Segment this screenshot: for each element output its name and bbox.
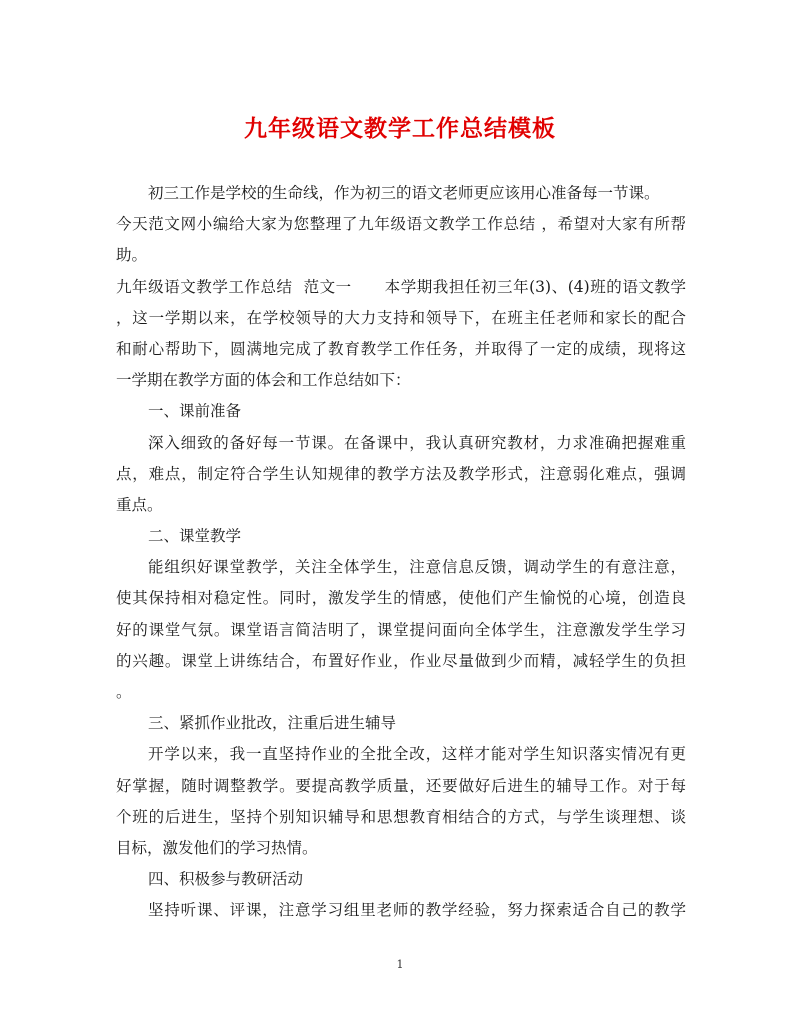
body-line: ，这一学期以来，在学校领导的大力支持和领导下，在班主任老师和家长的配合 bbox=[116, 308, 686, 327]
body-line: 初三工作是学校的生命线，作为初三的语文老师更应该用心准备每一节课。 bbox=[148, 184, 660, 202]
body-line: 好的课堂气氛。课堂语言简洁明了，课堂提问面向全体学生，注意激发学生学习 bbox=[116, 620, 686, 639]
document-title: 九年级语文教学工作总结模板 bbox=[244, 115, 556, 142]
body-line: 目标，激发他们的学习热情。 bbox=[116, 838, 318, 857]
body-line: 开学以来，我一直坚持作业的全批全改，这样才能对学生知识落实情况有更 bbox=[148, 745, 686, 764]
body-line: 点，难点，制定符合学生认知规律的教学方法及教学形式，注意弱化难点，强调 bbox=[116, 464, 686, 483]
body-line: 个班的后进生，坚持个别知识辅导和思想教育相结合的方式，与学生谈理想、谈 bbox=[116, 807, 686, 826]
body-line: 的兴趣。课堂上讲练结合，布置好作业，作业尽量做到少而精，减轻学生的负担 bbox=[116, 651, 686, 670]
body-line: 重点。 bbox=[116, 495, 163, 514]
body-line: 九年级语文教学工作总结 范文一 本学期我担任初三年(3)、(4)班的语文教学 bbox=[116, 277, 686, 296]
body-line: 好掌握，随时调整教学。要提高教学质量，还要做好后进生的辅导工作。对于每 bbox=[116, 776, 686, 795]
page-number: 1 bbox=[396, 958, 404, 971]
section-heading: 三、紧抓作业批改，注重后进生辅导 bbox=[148, 714, 397, 733]
body-line: 坚持听课、评课，注意学习组里老师的教学经验，努力探索适合自己的教学 bbox=[148, 901, 686, 920]
body-line: 和耐心帮助下，圆满地完成了教育教学工作任务，并取得了一定的成绩，现将这 bbox=[116, 339, 686, 358]
body-line: 助。 bbox=[116, 246, 148, 265]
body-line: 一学期在教学方面的体会和工作总结如下： bbox=[116, 371, 411, 390]
body-line: 使其保持相对稳定性。同时，激发学生的情感，使他们产生愉悦的心境，创造良 bbox=[116, 589, 686, 608]
body-line: 今天范文网小编给大家为您整理了九年级语文教学工作总结 ，希望对大家有所帮 bbox=[116, 215, 686, 234]
section-heading: 四、积极参与教研活动 bbox=[148, 870, 304, 889]
section-heading: 二、课堂教学 bbox=[148, 527, 242, 546]
body-line: 深入细致的备好每一节课。在备课中，我认真研究教材，力求准确把握难重 bbox=[148, 433, 686, 452]
body-line: 。 bbox=[116, 683, 132, 701]
document-body bbox=[116, 178, 686, 927]
body-line: 能组织好课堂教学，关注全体学生，注意信息反馈，调动学生的有意注意， bbox=[148, 558, 686, 577]
section-heading: 一、课前准备 bbox=[148, 402, 242, 421]
